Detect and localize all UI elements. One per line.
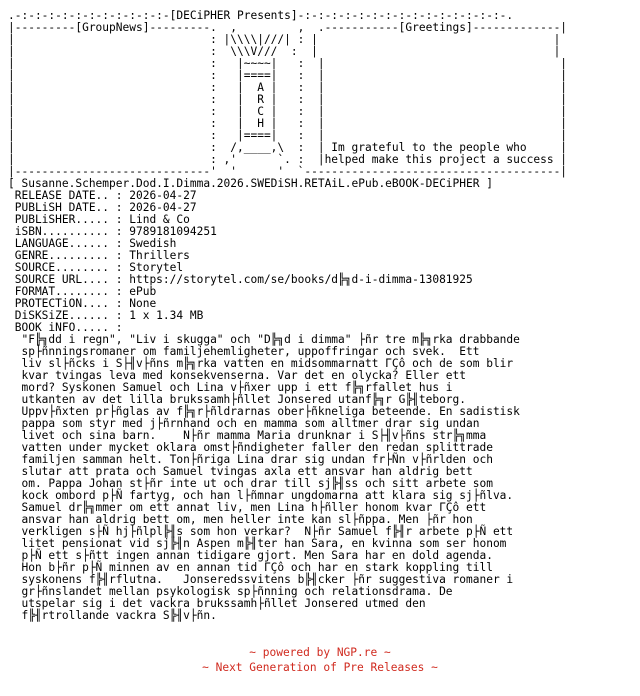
- nfo-line: ansvar han aldrig bett om, men heller inte kan sl├ñppa. Men ├ñr hon: [8, 513, 473, 526]
- nfo-line: |---------[GroupNews]---------. , , .-----------[Greetings]-------------|: [8, 21, 568, 34]
- nfo-line: Samuel dr╠╗mmer om ett annat liv, men Lina h├ñller honom kvar ΓÇô ett: [8, 501, 487, 514]
- nfo-line: | : |\\\\|///| : | |: [8, 33, 561, 46]
- nfo-line: BOOK iNFO..... :: [8, 321, 123, 334]
- nfo-line: f╠╢rtrollande vackra S╠╢v├ñn.: [8, 609, 217, 622]
- nfo-line: | : | H | : | |: [8, 117, 568, 130]
- nfo-line: SOURCE URL.... : https://storytel.com/se/books/d╠╗d-i-dimma-13081925: [8, 273, 473, 286]
- nfo-line: PUBLiSH DATE.. : 2026-04-27: [8, 201, 197, 214]
- nfo-line: PROTECTiON.... : None: [8, 297, 157, 310]
- nfo-line: mord? Syskonen Samuel och Lina v├ñxer upp i ett f╠╗rfallet hus i: [8, 381, 453, 394]
- nfo-line: utspelar sig i det vackra brukssamh├ñllet Jonsered utmed den: [8, 597, 426, 610]
- nfo-line: | : |====| : | |: [8, 69, 568, 82]
- nfo-line: verkligen s├Ñ hj├ñlpl╠╢s som hon verkar? N├ñr Samuel f╠╢r arbete p├Ñ ett: [8, 525, 514, 538]
- nfo-line: DiSKSiZE...... : 1 x 1.34 MB: [8, 309, 204, 322]
- footer-powered-by: ~ powered by NGP.re ~: [249, 646, 391, 659]
- footer-tagline: ~ Next Generation of Pre Releases ~: [202, 661, 438, 674]
- nfo-line: syskonens f╠╢rflutna. Jonseredssvitens b╠╢cker ├ñr suggestiva romaner i: [8, 573, 514, 586]
- nfo-line: GENRE......... : Thrillers: [8, 249, 190, 262]
- nfo-line: p├Ñ ett s├ñtt ingen annan tidigare gjort. Men Sara har en dold agenda.: [8, 549, 493, 562]
- nfo-line: LANGUAGE...... : Swedish: [8, 237, 177, 250]
- nfo-line: kvar tvingas leva med konsekvenserna. Var det en olycka? Eller ett: [8, 369, 467, 382]
- nfo-line: "F╠╗dd i regn", "Liv i skugga" och "D╠╗d i dimma" ├ñr tre m╠╗rka drabbande: [8, 333, 520, 346]
- nfo-line: SOURCE........ : Storytel: [8, 261, 184, 274]
- nfo-line: iSBN.......... : 9789181094251: [8, 225, 217, 238]
- nfo-line: FORMAT........ : ePub: [8, 285, 157, 298]
- nfo-line: om. Pappa Johan st├ñr inte ut och drar till sj╠╢ss och sitt arbete som: [8, 477, 493, 490]
- footer: [0, 645, 640, 675]
- nfo-line: RELEASE DATE.. : 2026-04-27: [8, 189, 197, 202]
- nfo-line: [ Susanne.Schemper.Dod.I.Dimma.2026.SWEDiSH.RETAiL.ePub.eBOOK-DECiPHER ]: [8, 177, 493, 190]
- nfo-line: vatten under mycket oklara omst├ñndigheter faller den redan splittrade: [8, 441, 493, 454]
- nfo-line: | : \\\V/// : | |: [8, 45, 561, 58]
- nfo-line: Hon b├ñr p├Ñ minnen av en annan tid ΓÇô och har en stark koppling till: [8, 561, 493, 574]
- nfo-line: utkanten av det lilla brukssamh├ñllet Jonsered utanf╠╗r G╠╢teborg.: [8, 393, 467, 406]
- nfo-line: PUBLiSHER..... : Lind & Co: [8, 213, 190, 226]
- nfo-line: | : /,____,\ : | Im grateful to the people who |: [8, 141, 568, 154]
- nfo-line: | : |====| : | |: [8, 129, 568, 142]
- nfo-line: | : | R | : | |: [8, 93, 568, 106]
- nfo-line: |-----------------------------' ' ' `--------------------------------------|: [8, 165, 568, 178]
- nfo-line: slutar att prata och Samuel tvingas axla ett ansvar han aldrig bett: [8, 465, 473, 478]
- nfo-line: | : | A | : | |: [8, 81, 568, 94]
- nfo-line: livet och sina barn. N├ñr mamma Maria drunknar i S├╢v├ñns str╠╗mma: [8, 429, 487, 442]
- nfo-text: [8, 10, 567, 622]
- nfo-line: familjen samman helt. Ton├ñriga Lina drar sig undan fr├Ñn v├ñrlden och: [8, 453, 493, 466]
- nfo-line: Uppv├ñxten pr├ñglas av f╠╗r├ñldrarnas ober├ñkneliga beteende. En sadistisk: [8, 405, 520, 418]
- nfo-line: | : ,' `. : |helped make this project a success |: [8, 153, 568, 166]
- nfo-line: litet pensionat vid sj╠╢n Aspen m╠╢ter han Sara, en kvinna som ser honom: [8, 537, 507, 550]
- nfo-line: pappa som styr med j├ñrnhand och en mamma som alltmer drar sig undan: [8, 417, 480, 430]
- nfo-line: gr├ñnslandet mellan psykologisk sp├ñnning och relationsdrama. De: [8, 585, 453, 598]
- nfo-line: liv sl├ñcks i S├╢v├ñns m╠╗rka vatten en midsommarnatt ΓÇô och de som blir: [8, 357, 514, 370]
- nfo-line: .-:-:-:-:-:-:-:-:-:-:-:-[DECiPHER Presents]-:-:-:-:-:-:-:-:-:-:-:-:-:-:-:-.: [8, 9, 514, 22]
- nfo-line: kock ombord p├Ñ fartyg, och han l├ñmnar ungdomarna att klara sig sj├ñlva.: [8, 489, 514, 502]
- nfo-line: | : |~~~~| : | |: [8, 57, 568, 70]
- nfo-line: sp├ñnningsromaner om familjehemligheter, uppoffringar och svek. Ett: [8, 345, 480, 358]
- nfo-line: | : | C | : | |: [8, 105, 568, 118]
